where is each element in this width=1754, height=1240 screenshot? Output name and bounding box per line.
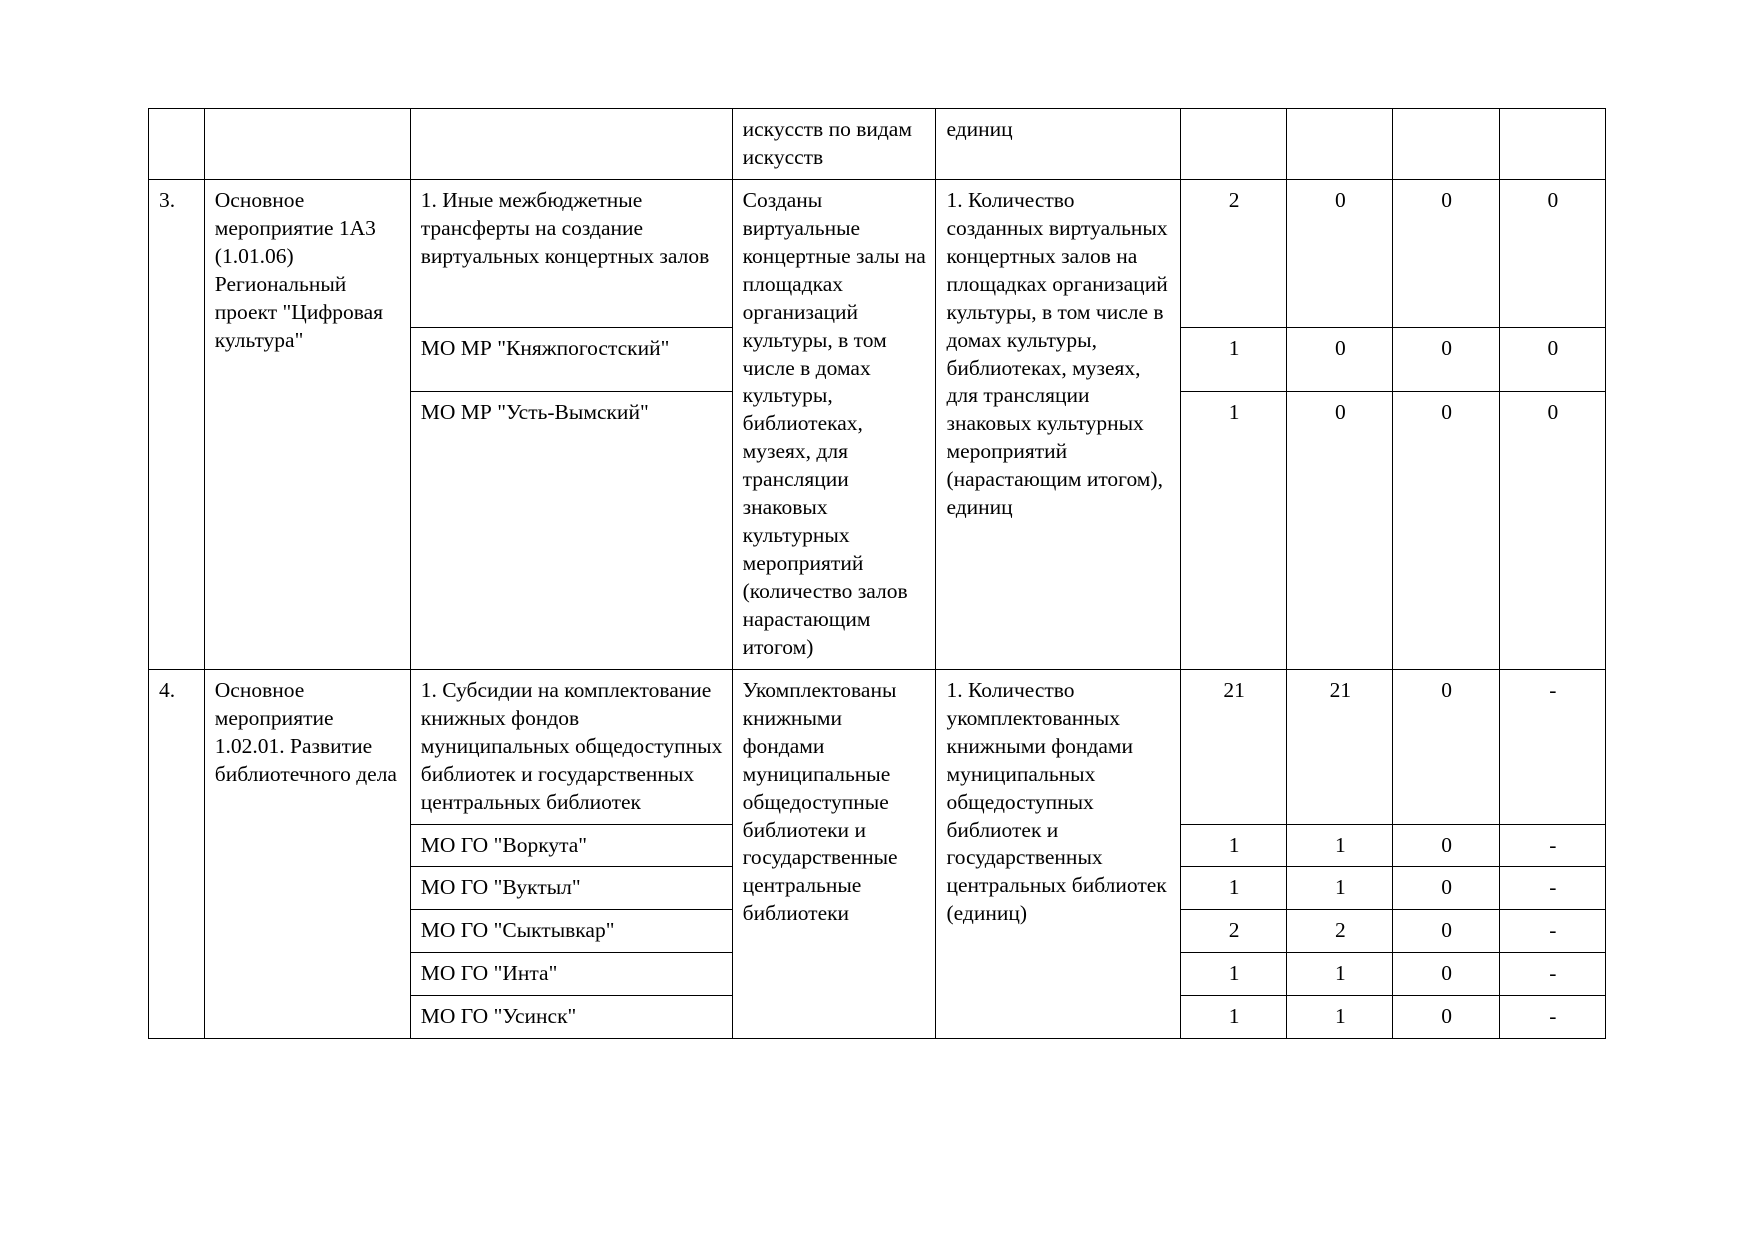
- cell-measure: 1. Субсидии на комплектование книжных фондов муниципальных общедоступных библиотек и государственных центральных библиотек: [410, 669, 732, 824]
- cell-value-2: 1: [1287, 996, 1393, 1039]
- cell-value-2-continued: [1287, 109, 1393, 180]
- cell-value-2: 21: [1287, 669, 1393, 824]
- cell-value-3: 0: [1393, 996, 1499, 1039]
- cell-indicator-continued: единиц: [936, 109, 1181, 180]
- table-row: [149, 669, 1606, 824]
- cell-value-3: 0: [1393, 824, 1499, 867]
- cell-value-1: 1: [1181, 953, 1287, 996]
- cell-value-2: 0: [1287, 391, 1393, 669]
- cell-value-4: -: [1499, 669, 1605, 824]
- cell-value-2: 0: [1287, 327, 1393, 391]
- cell-name: Основное мероприятие 1.02.01. Развитие библиотечного дела: [204, 669, 410, 1038]
- cell-value-1: 21: [1181, 669, 1287, 824]
- cell-indicator: 1. Количество укомплектованных книжными фондами муниципальных общедоступных библиотек и государственных центральных библиотек (единиц): [936, 669, 1181, 1038]
- table-row: [149, 179, 1606, 327]
- cell-measure-continued: [410, 109, 732, 180]
- cell-value-3: 0: [1393, 910, 1499, 953]
- cell-number: 4.: [149, 669, 205, 1038]
- cell-indicator: 1. Количество созданных виртуальных концертных залов на площадках организаций культуры, в том числе в домах культуры, библиотеках, музеях, для трансляции знаковых культурных мероприятий (нарастающим итогом), единиц: [936, 179, 1181, 669]
- cell-value-3: 0: [1393, 391, 1499, 669]
- cell-value-2: 1: [1287, 953, 1393, 996]
- cell-value-4-continued: [1499, 109, 1605, 180]
- cell-value-4: 0: [1499, 327, 1605, 391]
- cell-measure: МО ГО "Инта": [410, 953, 732, 996]
- cell-value-1-continued: [1181, 109, 1287, 180]
- cell-measure: МО МР "Усть-Вымский": [410, 391, 732, 669]
- cell-number-continued: [149, 109, 205, 180]
- cell-value-1: 2: [1181, 179, 1287, 327]
- cell-result: Укомплектованы книжными фондами муниципальные общедоступные библиотеки и государственные центральные библиотеки: [732, 669, 936, 1038]
- cell-value-2: 1: [1287, 867, 1393, 910]
- cell-measure: 1. Иные межбюджетные трансферты на создание виртуальных концертных залов: [410, 179, 732, 327]
- cell-value-2: 1: [1287, 824, 1393, 867]
- cell-value-4: -: [1499, 996, 1605, 1039]
- cell-measure: МО ГО "Воркута": [410, 824, 732, 867]
- cell-measure: МО ГО "Усинск": [410, 996, 732, 1039]
- cell-value-4: -: [1499, 953, 1605, 996]
- cell-value-4: 0: [1499, 179, 1605, 327]
- cell-value-3: 0: [1393, 953, 1499, 996]
- cell-result-continued: искусств по видам искусств: [732, 109, 936, 180]
- cell-value-2: 2: [1287, 910, 1393, 953]
- cell-name: Основное мероприятие 1А3 (1.01.06) Региональный проект "Цифровая культура": [204, 179, 410, 669]
- cell-value-1: 1: [1181, 824, 1287, 867]
- cell-value-1: 1: [1181, 327, 1287, 391]
- cell-number: 3.: [149, 179, 205, 669]
- cell-value-4: -: [1499, 910, 1605, 953]
- cell-value-1: 1: [1181, 996, 1287, 1039]
- cell-value-2: 0: [1287, 179, 1393, 327]
- cell-value-4: 0: [1499, 391, 1605, 669]
- cell-value-4: -: [1499, 824, 1605, 867]
- cell-value-1: 1: [1181, 867, 1287, 910]
- cell-value-3: 0: [1393, 867, 1499, 910]
- cell-value-1: 1: [1181, 391, 1287, 669]
- cell-value-4: -: [1499, 867, 1605, 910]
- cell-result: Созданы виртуальные концертные залы на площадках организаций культуры, в том числе в домах культуры, библиотеках, музеях, для трансляции знаковых культурных мероприятий (количество залов нарастающим итогом): [732, 179, 936, 669]
- cell-measure: МО МР "Княжпогостский": [410, 327, 732, 391]
- cell-measure: МО ГО "Вуктыл": [410, 867, 732, 910]
- cell-value-3: 0: [1393, 179, 1499, 327]
- cell-value-3: 0: [1393, 327, 1499, 391]
- program-measures-table: [148, 108, 1606, 1039]
- cell-value-3: 0: [1393, 669, 1499, 824]
- table-row-continued: [149, 109, 1606, 180]
- cell-value-1: 2: [1181, 910, 1287, 953]
- cell-measure: МО ГО "Сыктывкар": [410, 910, 732, 953]
- cell-value-3-continued: [1393, 109, 1499, 180]
- cell-name-continued: [204, 109, 410, 180]
